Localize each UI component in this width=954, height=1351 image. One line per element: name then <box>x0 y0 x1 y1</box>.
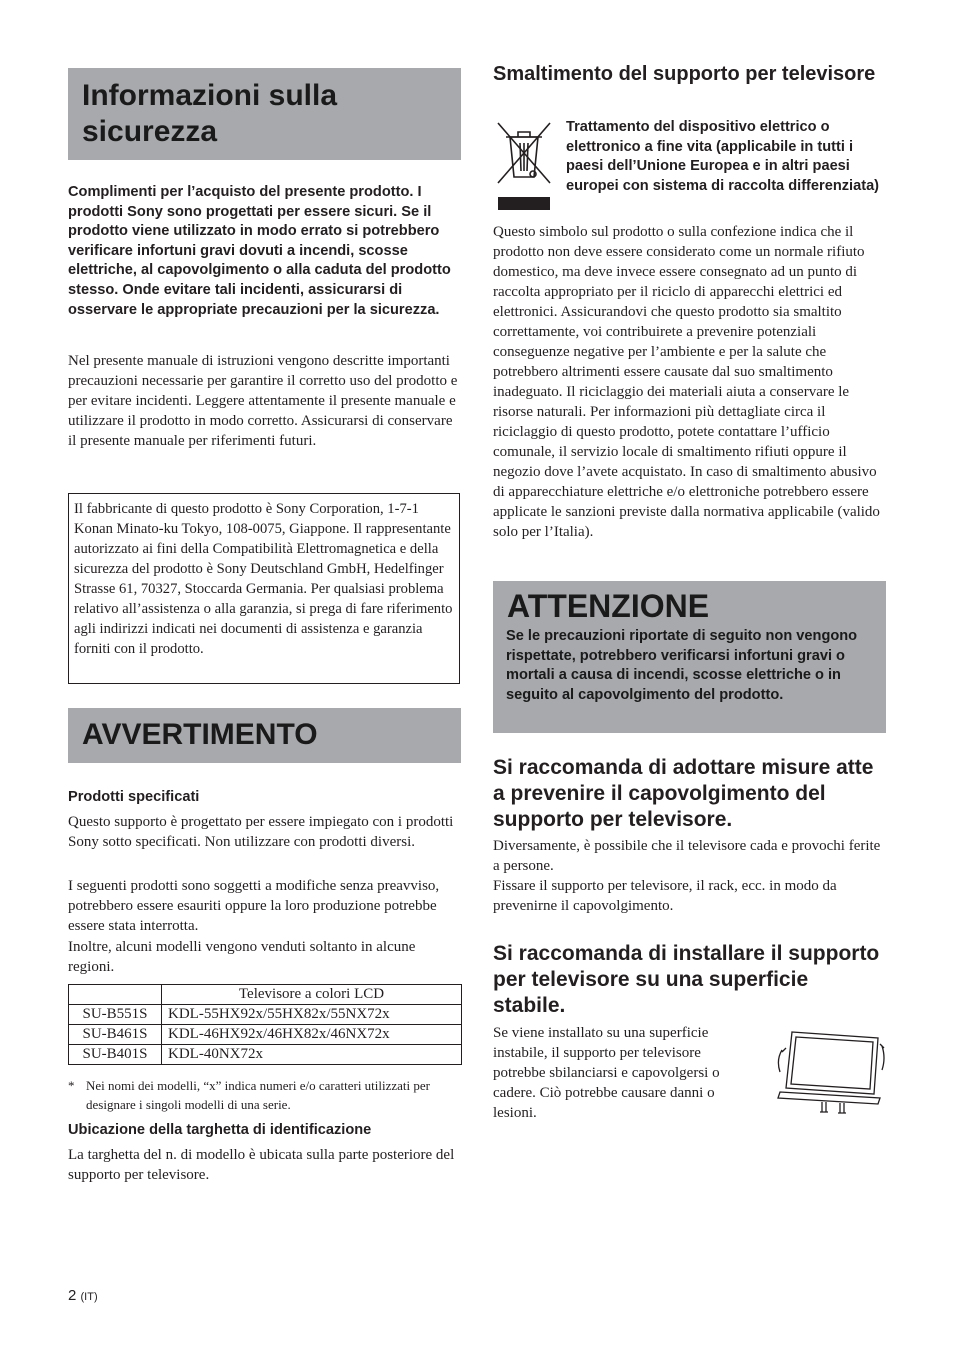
safety-intro-text: Nel presente manuale di istruzioni vengono descritte importanti precauzioni necessarie per garantire il corretto uso del prodotto e per evitare incidenti. Leggere attentamente il presente manuale e utilizzare il prodotto in modo corretto. Assicurarsi di conservare il presente manuale per riferimenti futuri. <box>68 353 458 449</box>
page-number <box>68 1287 98 1304</box>
models-table <box>68 984 462 1065</box>
warning-title-banner <box>68 708 461 763</box>
products-p2: I seguenti prodotti sono soggetti a modifiche senza preavviso, potrebbero essere esauriti oppure la loro produzione potrebbe essere stata interrotta. <box>68 878 440 934</box>
weee-bin-icon <box>496 121 552 211</box>
table-header-empty <box>69 985 162 1005</box>
table-cell-model: SU-B551S <box>69 1005 162 1025</box>
manufacturer-box <box>68 493 460 684</box>
caution-title: ATTENZIONE <box>507 588 710 624</box>
label-text: La targhetta del n. di modello è ubicata sulla parte posteriore del supporto per televisore. <box>68 1147 455 1183</box>
products-p3: Inoltre, alcuni modelli vengono venduti soltanto in alcune regioni. <box>68 939 416 975</box>
table-cell-tv: KDL-46HX92x/46HX82x/46NX72x <box>162 1025 462 1045</box>
table-cell-model: SU-B461S <box>69 1025 162 1045</box>
tipover-p1: Diversamente, è possibile che il televisore cada e provochi ferite a persone. <box>493 838 881 874</box>
table-row <box>69 1045 462 1065</box>
table-row <box>69 1005 462 1025</box>
products-heading: Prodotti specificati <box>68 789 200 805</box>
page-lang: (IT) <box>80 1291 98 1303</box>
page-number-value: 2 <box>68 1287 77 1304</box>
tipover-title: Si raccomanda di adottare misure atte a prevenire il capovolgimento del supporto per televisore. <box>493 756 874 831</box>
table-cell-model: SU-B401S <box>69 1045 162 1065</box>
table-row <box>69 1025 462 1045</box>
warning-title: AVVERTIMENTO <box>82 718 318 751</box>
caution-banner <box>493 581 886 733</box>
stable-text: Se viene installato su una superficie instabile, il supporto per televisore potrebbe sbilanciarsi e capovolgersi o cadere. Ciò potrebbe causare danni o lesioni. <box>493 1025 720 1121</box>
safety-title: Informazioni sulla sicurezza <box>82 79 338 148</box>
table-header-cell: Televisore a colori LCD <box>162 985 462 1005</box>
tv-unstable-icon <box>774 1026 886 1116</box>
caution-text: Se le precauzioni riportate di seguito non vengono rispettate, potrebbero verificarsi infortuni gravi o mortali a causa di incendi, scosse elettriche o in seguito al capovolgimento del prodotto. <box>506 628 858 703</box>
disposal-text: Questo simbolo sul prodotto o sulla confezione indica che il prodotto non deve essere considerato come un normale rifiuto domestico, ma deve invece essere consegnato ad un punto di raccolta appropriato per il riciclo di apparecchi elettrici ed elettronici. Assicurandovi che questo prodotto sia smaltito correttamente, voi contribuirete a prevenire potenziali conseguenze negative per l’ambiente e per la salute che potrebbero altrimenti essere causate dal suo smaltimento inadeguato. Il riciclaggio dei materiali aiuta a conservare le risorse naturali. Per informazioni più dettagliate circa il riciclaggio di questo prodotto, potete contattare l’ufficio comunale, il servizio locale di smaltimento rifiuti oppure il negozio dove l’avete acquistato. In caso di smaltimento abusivo di apparecchiature elettriche e/o elettroniche potrebbero essere applicate le sanzioni previste dalla normativa applicabile (valido solo per l’Italia). <box>493 224 880 540</box>
footnote <box>68 1076 461 1114</box>
products-p1: Questo supporto è progettato per essere impiegato con i prodotti Sony sotto specificati. Non utilizzare con prodotti diversi. <box>68 814 454 850</box>
disposal-title: Smaltimento del supporto per televisore <box>493 63 876 85</box>
table-cell-tv: KDL-40NX72x <box>162 1045 462 1065</box>
table-cell-tv: KDL-55HX92x/55HX82x/55NX72x <box>162 1005 462 1025</box>
safety-intro-bold: Complimenti per l’acquisto del presente prodotto. I prodotti Sony sono progettati per essere sicuri. Se il prodotto viene utilizzato in modo errato si potrebbero verificare infortuni gravi dovuti a incendi, scosse elettriche, al capovolgimento o alla caduta del prodotto stesso. Onde evitare tali incidenti, assicurarsi di osservare le appropriate precauzioni per la sicurezza. <box>68 184 451 318</box>
label-heading: Ubicazione della targhetta di identificazione <box>68 1122 372 1138</box>
weee-bold: Trattamento del dispositivo elettrico o elettronico a fine vita (applicabile in tutti i paesi dell’Unione Europea e in altri paesi europei con sistema di raccolta differenziata) <box>566 119 880 194</box>
table-header-row <box>69 985 462 1005</box>
tipover-p2: Fissare il supporto per televisore, il rack, ecc. in modo da prevenirne il capovolgimento. <box>493 878 837 914</box>
footnote-text: Nei nomi dei modelli, “x” indica numeri e/o caratteri utilizzati per designare i singoli modelli di una serie. <box>86 1078 431 1112</box>
stable-title: Si raccomanda di installare il supporto per televisore su una superficie stabile. <box>493 942 880 1017</box>
manufacturer-text: Il fabbricante di questo prodotto è Sony Corporation, 1-7-1 Konan Minato-ku Tokyo, 108-0075, Giappone. Il rappresentante autorizzato ai fini della Compatibilità Elettromagnetica e della sicurezza del prodotto è Sony Deutschland GmbH, Hedelfinger Strasse 61, 70327, Stoccarda Germania. Per qualsiasi problema relativo all’assistenza o alla garanzia, si prega di fare riferimento agli indirizzi indicati nei documenti di assistenza e garanzia forniti con il prodotto. <box>74 501 453 657</box>
safety-title-banner <box>68 68 461 160</box>
footnote-mark: * <box>68 1078 75 1093</box>
